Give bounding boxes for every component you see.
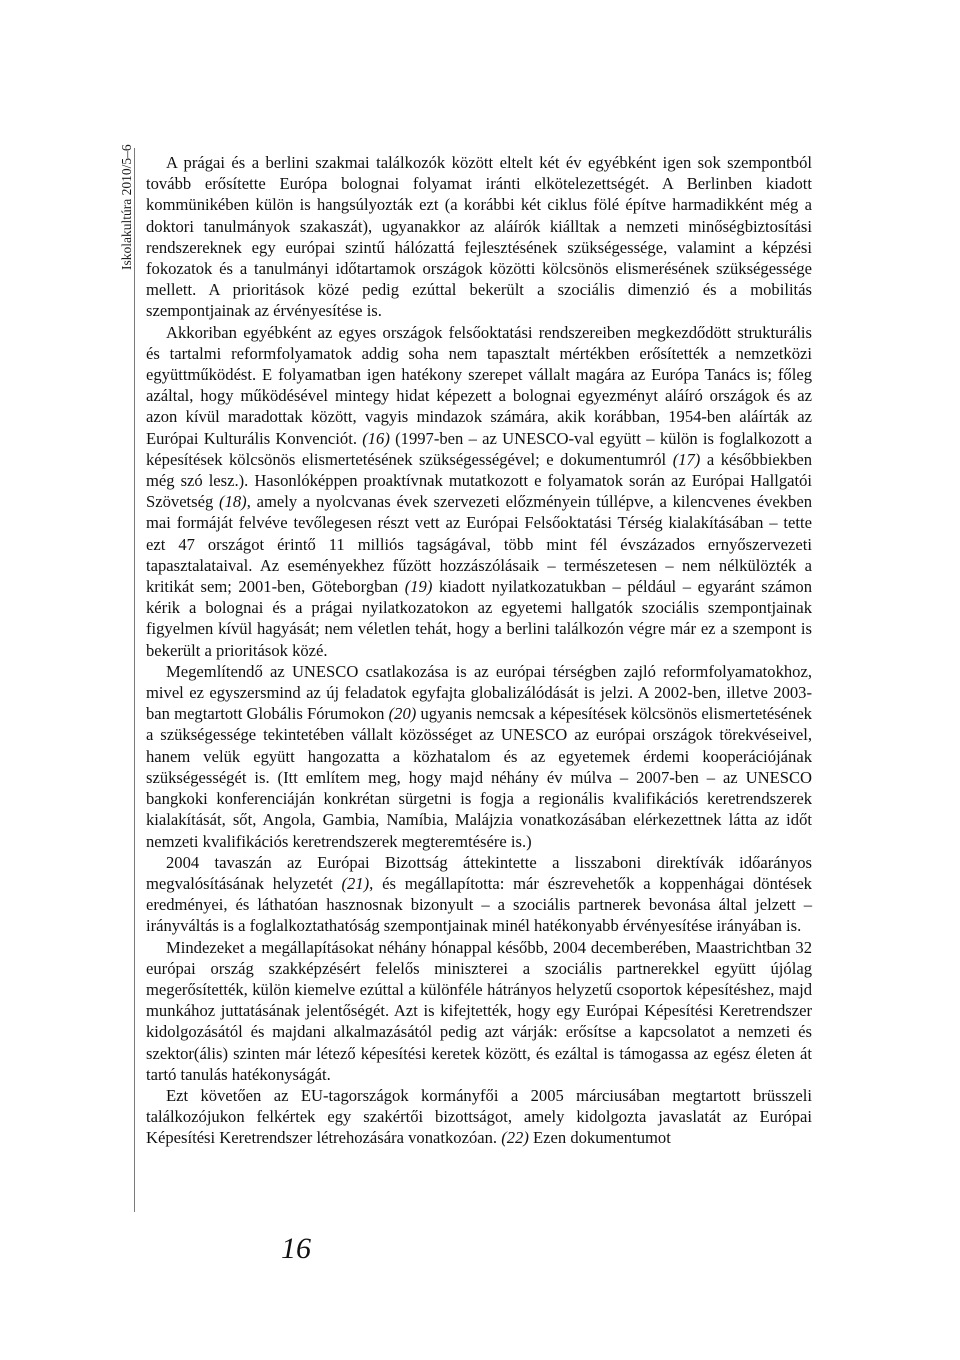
- reference-marker: (20): [388, 704, 417, 724]
- paragraph: [146, 322, 812, 661]
- text-run: , és megállapította: már észrevehetők a koppenhágai döntések eredményei, és láthatóan hasznosnak bizonyult – a szociális partnerek bevonása által jelzett – irányváltás is a foglalkoztathatóság szempontjainak minél hatékonyabb érvényesítése irányában is.: [146, 873, 812, 936]
- text-run: Mindezeket a megállapításokat néhány hónappal később, 2004 decemberében, Maastrichtban 32 európai ország szakképzésért felelős miniszterei a szociális partnerekkel együtt újólag megerősítették, külön kiemelve ezúttal a különféle hátrányos helyzetű csoportok képesítéshez, majd munkához juttatásának jelentőségét. Azt is kifejtették, hogy egy Európai Képesítési Keretrendszer kidolgozásától és majdani alkalmazásától pedig azt várják: erősítse a kapcsolatot a nemzeti és szektor(ális) szinten már létező képesítési keretek között, és ezáltal is támogassa az egész életen át tartó tanulás hatékonyságát.: [146, 937, 812, 1084]
- journal-side-label: Iskolakultúra 2010/5–6: [119, 144, 134, 270]
- paragraph: [146, 661, 812, 852]
- text-run: , amely a nyolcvanas évek szervezeti előzményein túllépve, a kilencvenes években mai formáját felvéve tevőlegesen részt vett az Európai Felsőoktatási Térség kialakításában – tette ezt 47 országot érintő 11 milliós tagságával, több mint fél évszázados ernyőszervezeti tapasztalataival. Az eseményekhez fűzött hozzászólásaik – természetesen – nem nélkülözték a kritikát sem; 2001-ben, Göteborgban: [146, 492, 812, 597]
- text-run: (1997-ben – az UNESCO-val együtt – külön is foglalkozott a képesítések kölcsönös elismertetésének szükségességével; e dokumentumról: [146, 428, 812, 469]
- text-run: A prágai és a berlini szakmai találkozók között eltelt két év egyébként igen sok szempontból tovább erősítette Európa bolognai folyamat iránti elkötelezettségét. A Berlinben kiadott kommünikében külön is hangsúlyozták ezt (a korábbi két ciklus fölé építve harmadikként még a doktori tanulmányok szakaszát), ugyanakkor az aláírók kiálltak a nemzeti minőségbiztosítási rendszereknek egy európai szintű hálózattá fejlesztésének szükségessége, valamint a képzési fokozatok és a tanulmányi időtartamok országok közötti kölcsönös elismerésének szükségessége mellett. A prioritások közé pedig ezúttal bekerült a szociális dimenzió és a mobilitás szempontjainak az érvényesítése is.: [146, 153, 812, 321]
- text-run: Ezt követően az EU-tagországok kormányfői a 2005 márciusában megtartott brüsszeli találkozójukon felkértek egy szakértői bizottságot, amely kidolgozta javaslatát az Európai Képesítési Keretrendszer létrehozására vonatkozóan.: [146, 1085, 812, 1148]
- text-run: Megemlítendő az UNESCO csatlakozása is az európai térségben zajló reformfolyamatokhoz, mivel ez egyszersmind az új feladatok egyfajta globalizálódását is jelzi. A 2002-ben, illetve 2003-ban megtartott Globális Fórumokon: [146, 661, 812, 724]
- reference-marker: (17): [672, 449, 701, 469]
- margin-rule: [134, 148, 135, 1212]
- reference-marker: (18): [219, 492, 247, 512]
- paragraph: [146, 1085, 812, 1149]
- reference-marker: (21): [341, 873, 370, 893]
- page-number: 16: [281, 1232, 311, 1265]
- paragraph: [146, 852, 812, 937]
- paragraph: [146, 152, 812, 322]
- body-text: [146, 152, 812, 1149]
- text-run: kiadott nyilatkozatukban – például – egyaránt számon kérik a bolognai és a prágai nyilatkozatokon az egyetemi hallgatók szociális szempontjainak figyelmen kívül hagyását; nem véletlen tehát, hogy a berlini találkozón végre már ez a szempont is bekerült a prioritások közé.: [146, 577, 812, 660]
- text-run: 2004 tavaszán az Európai Bizottság áttekintette a lisszaboni direktívák időarányos megvalósításának helyzetét: [146, 852, 812, 893]
- text-run: Ezen dokumentumot: [528, 1128, 671, 1148]
- text-run: ugyanis nemcsak a képesítések kölcsönös elismertetésének a szükségessége tekintetében vállalt közösséget az UNESCO az európai országok törekvéseivel, hanem velük együtt hangozatta a közhatalom és az egyetemek érdemi kooperációjának szükségességét is. (Itt említem meg, hogy majd néhány év múlva – 2007-ben – az UNESCO bangkoki konferenciáján konkrétan sürgetni is fogja a regionális kvalifikációs keretrendszerek kialakítását, sőt, Angola, Gambia, Namíbia, Malájzia vonatkozásában elérkezettnek látta az időt nemzeti kvalifikációs keretrendszerek megteremtésére is.): [146, 704, 812, 851]
- text-run: a későbbiekben még szó lesz.). Hasonlóképpen proaktívnak mutatkozott e folyamatok során az Európai Hallgatói Szövetség: [146, 449, 813, 512]
- reference-marker: (19): [404, 577, 433, 597]
- text-run: Akkoriban egyébként az egyes országok felsőoktatási rendszereiben megkezdődött strukturális és tartalmi reformfolyamatok addig soha nem tapasztalt mértékben erősítették a nemzetközi együttműködést. E folyamatban igen hatékony szerepet vállalt magára az Európa Tanács is; főleg azáltal, hogy működésével mintegy hidat képezett a bolognai egyezményt aláíró országok és az azon kívül maradottak között, vagyis mindazok számára, akik korábban, 1954-ben aláírták az Európai Kulturális Konvenciót.: [146, 322, 812, 448]
- paragraph: [146, 937, 812, 1085]
- reference-marker: (16): [362, 428, 390, 448]
- reference-marker: (22): [501, 1128, 529, 1148]
